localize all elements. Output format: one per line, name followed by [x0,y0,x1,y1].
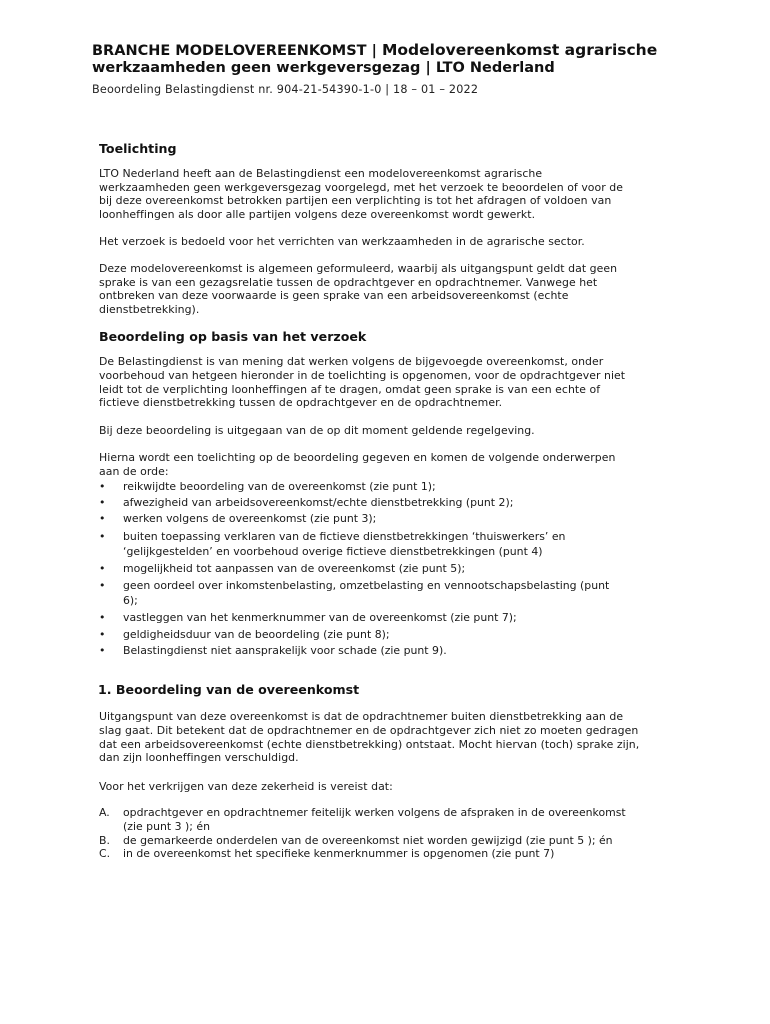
bullet-icon: • [99,579,106,593]
list-item: C. in de overeenkomst het specifieke kenmerknummer is opgenomen (zie punt 7) [99,847,555,861]
section-1-heading: 1. Beoordeling van de overeenkomst [98,682,360,698]
bullet-icon: • [99,495,106,509]
bullet-icon: • [99,611,106,625]
list-item: B. de gemarkeerde onderdelen van de overeenkomst niet worden gewijzigd (zie punt 5 ); én [99,833,613,847]
header-title-line-2: werkzaamheden geen werkgeversgezag | LTO Nederland [92,60,555,76]
list-marker: B. [99,833,110,847]
verzoek-paragraph-1: De Belastingdienst is van mening dat werken volgens de bijgevoegde overeenkomst, onder voorbehoud van hetgeen hieronder in de toelichting is opgenomen, voor de opdrachtgever niet leidt tot de verplichting loonheffingen af te dragen, omdat geen sprake is van een echte of fictieve dienstbetrekking tussen de opdrachtgever en de opdrachtnemer. [99,355,626,410]
header-branche: BRANCHE MODELOVEREENKOMST | [92,43,382,59]
header-subtitle: Beoordeling Belastingdienst nr. 904-21-54390-1-0 | 18 – 01 – 2022 [92,83,479,96]
list-item: • geen oordeel over inkomstenbelasting, omzetbelasting en vennootschapsbelasting (punt 6); [99,579,610,608]
document-header [92,42,732,98]
bullet-icon: • [99,529,106,543]
list-item: • Belastingdienst niet aansprakelijk voor schade (zie punt 9). [99,643,669,659]
verzoek-paragraph-3: Hierna wordt een toelichting op de beoordeling gegeven en komen de volgende onderwerpen aan de orde: [99,451,616,478]
header-title-line-1 [92,42,732,60]
verzoek-heading: Beoordeling op basis van het verzoek [99,329,367,345]
requirements-list [99,806,669,860]
onderwerpen-list [99,479,669,660]
bullet-icon: • [99,627,106,641]
list-item: • werken volgens de overeenkomst (zie punt 3); [99,511,669,527]
list-item: • geldigheidsduur van de beoordeling (zie punt 8); [99,627,669,643]
bullet-icon: • [99,512,106,526]
toelichting-paragraph-3: Deze modelovereenkomst is algemeen geformuleerd, waarbij als uitgangspunt geldt dat geen sprake is van een gezagsrelatie tussen de opdrachtgever en opdrachtnemer. Vanwege het ontbreken van deze voorwaarde is geen sprake van een arbeidsovereenkomst (echte dienstbetrekking). [99,261,618,316]
header-model: Modelovereenkomst agrarische [381,41,658,59]
list-item: A. opdrachtgever en opdrachtnemer feitelijk werken volgens de afspraken in de overeenkomst (zie punt 3 ); én [99,806,626,833]
list-item: • vastleggen van het kenmerknummer van de overeenkomst (zie punt 7); [99,610,669,626]
toelichting-paragraph-1: LTO Nederland heeft aan de Belastingdienst een modelovereenkomst agrarische werkzaamheden geen werkgeversgezag voorgelegd, met het verzoek te beoordelen of voor de bij deze overeenkomst betrokken partijen een verplichting is tot het afdragen of voldoen van loonheffingen als door alle partijen volgens deze overeenkomst wordt gewerkt. [99,167,623,221]
bullet-icon: • [99,561,106,575]
toelichting-heading: Toelichting [99,141,177,156]
list-item: • reikwijdte beoordeling van de overeenkomst (zie punt 1); [99,479,669,495]
list-item: • afwezigheid van arbeidsovereenkomst/echte dienstbetrekking (punt 2); [99,495,669,511]
toelichting-paragraph-2: Het verzoek is bedoeld voor het verrichten van werkzaamheden in de agrarische sector. [99,235,585,249]
list-item: • mogelijkheid tot aanpassen van de overeenkomst (zie punt 5); [99,561,669,577]
list-item: • buiten toepassing verklaren van de fictieve dienstbetrekkingen ‘thuiswerkers’ en ‘gelijkgestelden’ en voorbehoud overige fictieve dienstbetrekkingen (punt 4) [99,529,566,558]
bullet-icon: • [99,479,106,493]
bullet-icon: • [99,643,106,657]
verzoek-paragraph-2: Bij deze beoordeling is uitgegaan van de op dit moment geldende regelgeving. [99,423,535,437]
list-marker: A. [99,806,110,820]
list-marker: C. [99,847,111,861]
section-1-paragraph-2: Voor het verkrijgen van deze zekerheid is vereist dat: [99,779,393,793]
section-1-paragraph-1: Uitgangspunt van deze overeenkomst is dat de opdrachtnemer buiten dienstbetrekking aan de slag gaat. Dit betekent dat de opdrachtnemer en de opdrachtgever zich niet zo moeten gedragen dat een arbeidsovereenkomst (echte dienstbetrekking) ontstaat. Mocht hiervan (toch) sprake zijn, dan zijn loonheffingen verschuldigd. [99,710,640,765]
document-body [99,140,669,861]
